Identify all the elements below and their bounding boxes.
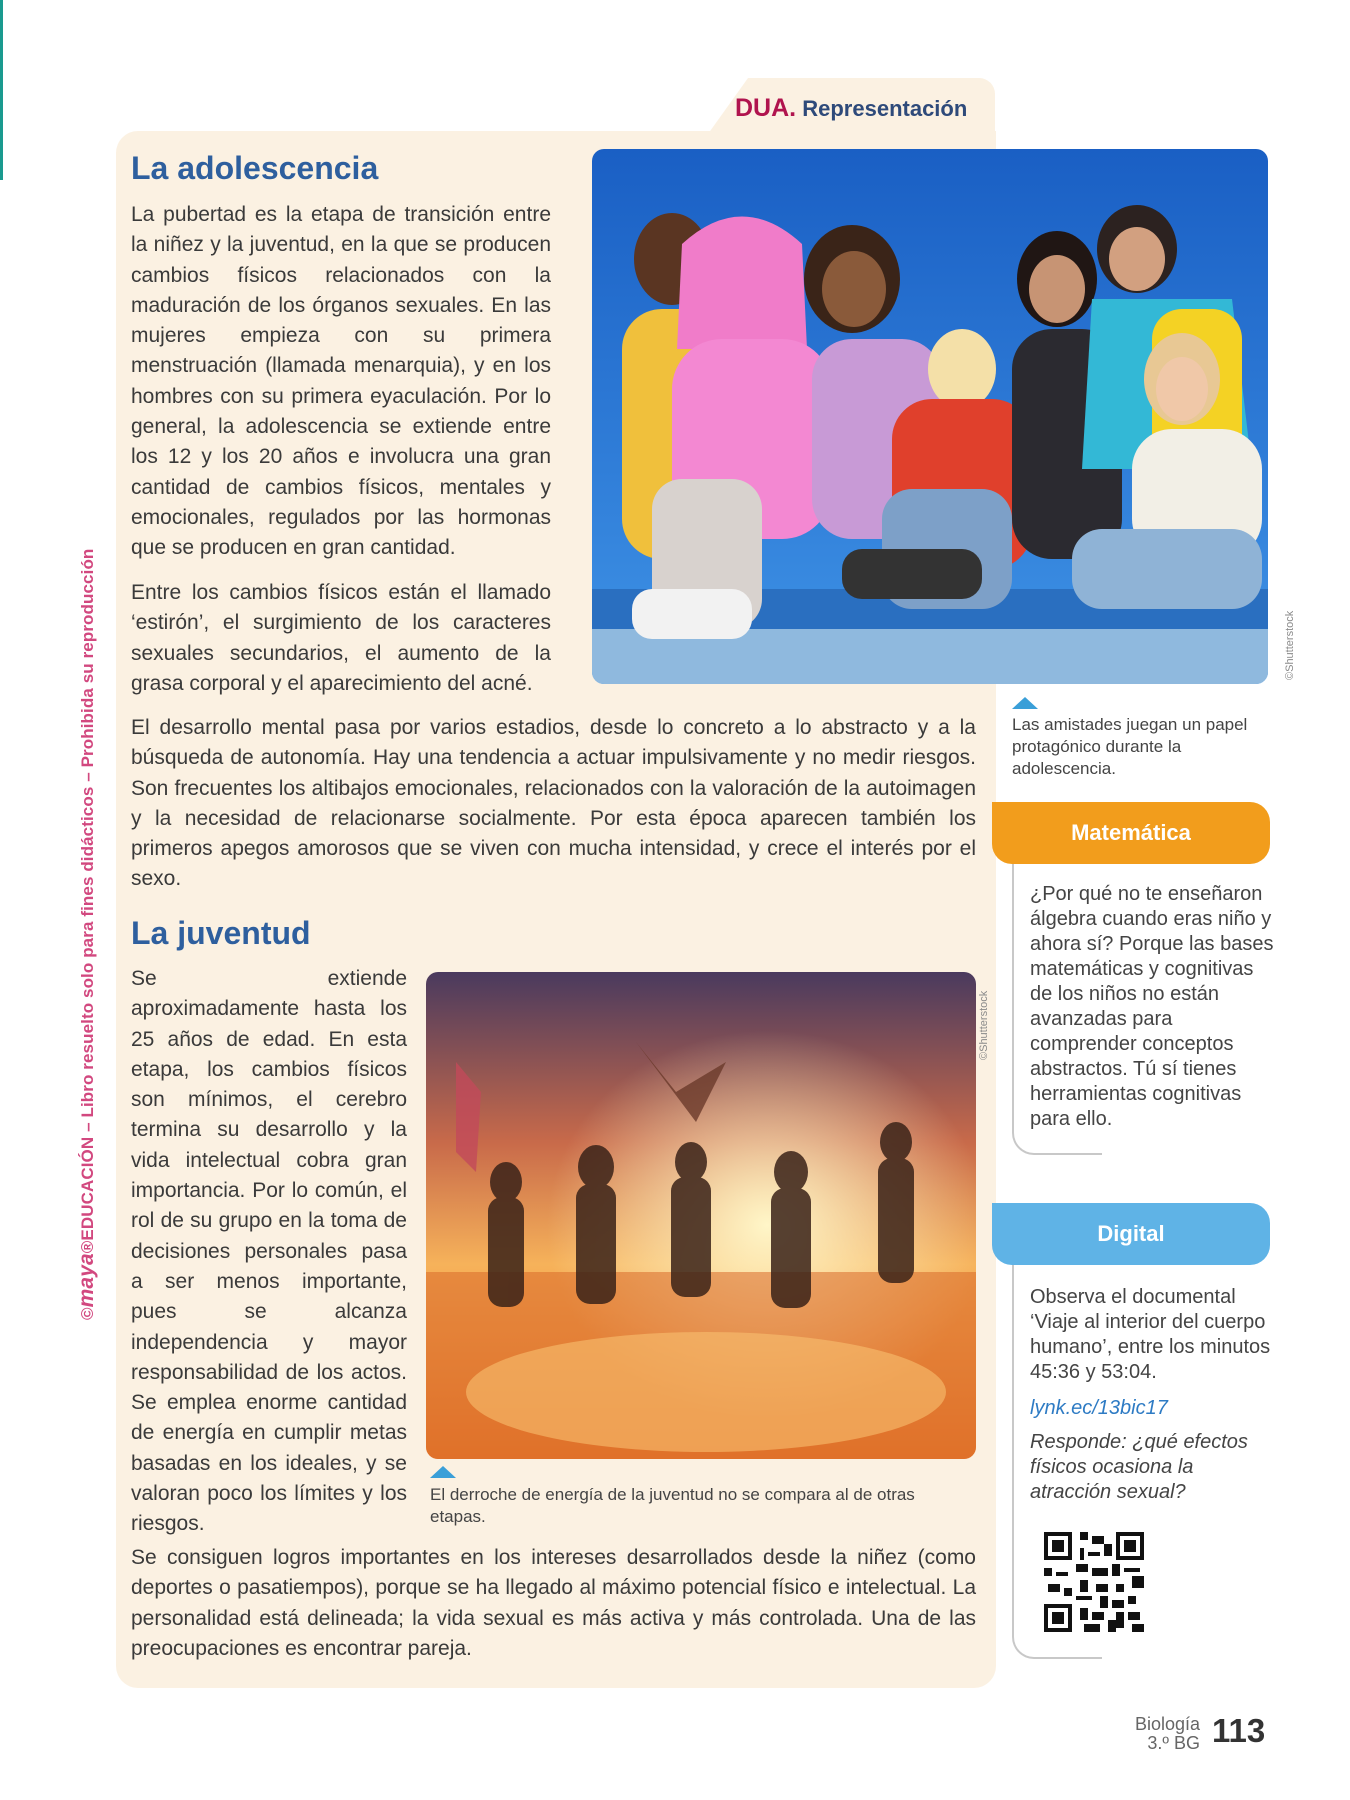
adolescence-heading: La adolescencia	[131, 150, 379, 186]
adolescence-paragraph-2: Entre los cambios físicos están el llamado ‘estirón’, el surgimiento de los caracteres sexuales secundarios, el aumento de la grasa corporal y el aparecimiento del acné.	[131, 581, 551, 695]
digital-box-title: Digital	[1097, 1221, 1165, 1246]
qr-code-icon[interactable]	[1044, 1532, 1144, 1632]
caption-pointer-icon	[1012, 697, 1038, 709]
folio-subject	[1090, 1715, 1200, 1753]
youth-heading: La juventud	[131, 915, 311, 951]
youth-photo-caption: El derroche de energía de la juventud no se compara al de otras etapas.	[430, 1485, 915, 1526]
dua-type: Representación	[802, 96, 968, 121]
youth-photo-credit-text: ©Shutterstock	[978, 990, 990, 1060]
dua-prefix: DUA.	[735, 94, 797, 122]
adolescent-friends-photo	[592, 149, 1268, 684]
digital-box-question: Responde: ¿qué efectos físicos ocasiona la atracción sexual?	[1030, 1431, 1248, 1503]
folio-subject-text: Biología	[1134, 1714, 1200, 1734]
adolescence-paragraph-1: La pubertad es la etapa de transición entre la niñez y la juventud, en la que se producen cambios físicos relacionados con la maduración de los órganos sexuales. En las mujeres empieza con su primera menstruación (llamada menarquia), y en los hombres con su primera eyaculación. Por lo general, la adolescencia se extiende entre los 12 y los 20 años e involucra una gran cantidad de cambios físicos, mentales y emocionales, regulados por las hormonas que se producen en gran cantidad.	[131, 203, 551, 560]
adolescence-paragraph-3: El desarrollo mental pasa por varios estadios, desde lo concreto a lo abstracto y a la búsqueda de autonomía. Hay una tendencia a actuar impulsivamente y no medir riesgos. Son frecuentes los altibajos emocionales, relacionados con la valoración de la autoimagen y la necesidad de relacionarse socialmente. Por esta época aparecen también los primeros apegos amorosos que se viven con mucha intensidad, y crece el interés por el sexo.	[131, 716, 976, 891]
copyright-text: EDUCACIÓN – Libro resuelto solo para fines didácticos – Prohibida su reproducción	[78, 548, 97, 1241]
edge-accent-bar	[0, 0, 3, 180]
youth-paragraph-1: Se extiende aproximadamente hasta los 25 años de edad. En esta etapa, los cambios físicos son mínimos, el cerebro termina su desarrollo y la vida intelectual cobra gran importancia. Por lo común, el rol de su grupo en la toma de decisiones personales pasa a ser menos importante, pues se alcanza independencia y mayor responsabilidad de los actos. Se emplea enorme cantidad de energía en cumplir metas basadas en los ideales, y se valoran poco los límites y los riesgos.	[131, 967, 407, 1536]
digital-box-link[interactable]: lynk.ec/13bic17	[1030, 1397, 1168, 1419]
math-box-title: Matemática	[1071, 820, 1191, 845]
dua-label	[735, 94, 967, 123]
math-box-header	[992, 802, 1270, 864]
copyright-symbol: ©	[78, 1307, 97, 1320]
adolescent-photo-caption: Las amistades juegan un papel protagónico durante la adolescencia.	[1012, 715, 1248, 778]
digital-box-header	[992, 1203, 1270, 1265]
youth-paragraph-2: Se consiguen logros importantes en los intereses desarrollados desde la niñez (como deportes o pasatiempos), porque se ha llegado al máximo potencial físico e intelectual. La personalidad está delineada; la vida sexual es más activa y más controlada. Una de las preocupaciones es encontrar pareja.	[131, 1546, 976, 1660]
page-number: 113	[1212, 1712, 1266, 1749]
caption-pointer-icon	[430, 1466, 456, 1478]
digital-box-text: Observa el documental ‘Viaje al interior del cuerpo humano’, entre los minutos 45:36 y 53:04.	[1030, 1286, 1271, 1383]
math-box-text: ¿Por qué no te enseñaron álgebra cuando eras niño y ahora sí? Porque las bases matemáticas y cognitivas de los niños no están avanzadas para comprender conceptos abstractos. Tú sí tienes herramientas cognitivas para ello.	[1030, 883, 1274, 1130]
registered-symbol: ®	[78, 1240, 97, 1254]
brand-name: maya	[75, 1253, 98, 1308]
folio-grade-text: 3.º BG	[1147, 1733, 1200, 1753]
adolescent-photo-credit-text: ©Shutterstock	[1284, 610, 1296, 680]
youth-splash-photo	[426, 972, 976, 1459]
